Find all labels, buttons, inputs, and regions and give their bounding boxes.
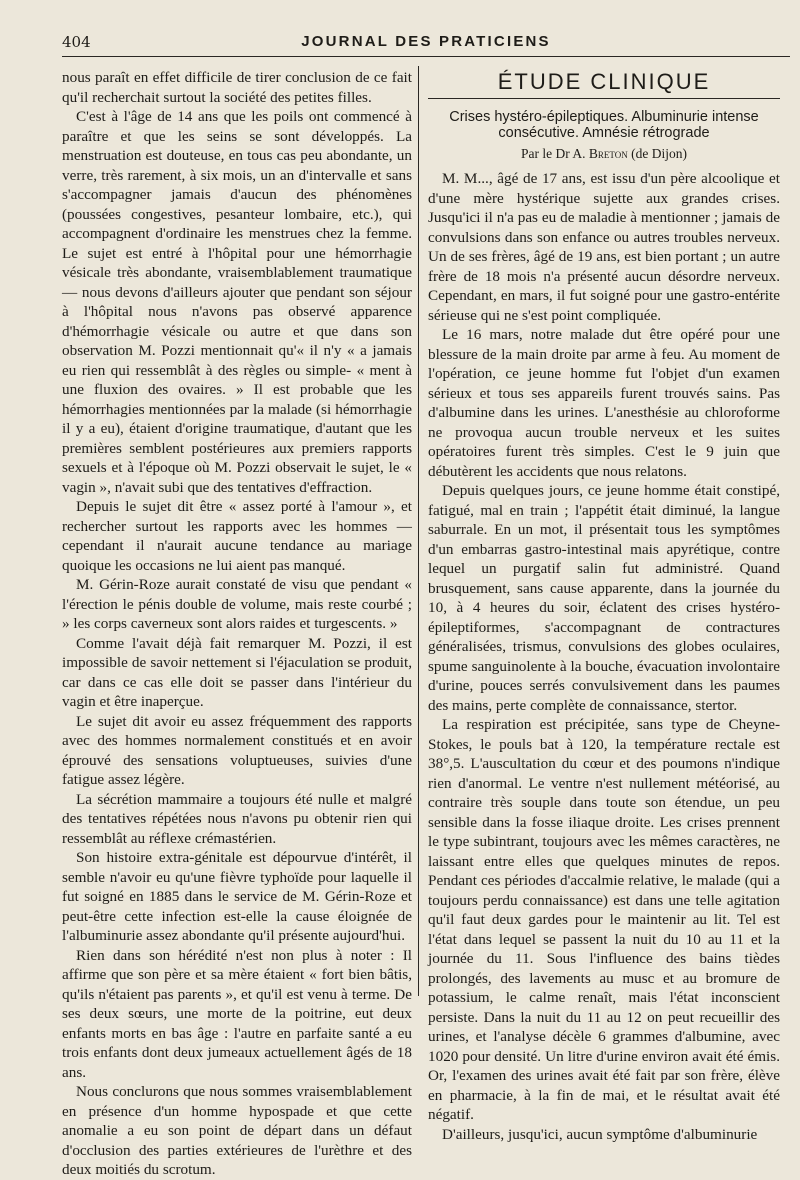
paragraph: D'ailleurs, jusqu'ici, aucun symptôme d'albuminurie: [442, 1125, 758, 1143]
running-header: [62, 30, 790, 57]
paragraph: Depuis le sujet dit être « assez porté à l'amour », et rechercher surtout les rapports avec les hommes — cependant il n'aurait aucune tendance au mariage quoique les occasions ne lui aient pas manqué.: [62, 498, 412, 574]
paragraph: Depuis quelques jours, ce jeune homme était constipé, fatigué, mal en train ; l'appétit était diminué, la langue saburrale. En un mot, il présentait tous les symptômes d'un embarras gastro-intestinal mais apyrétique, contre lequel un purgatif salin fut administré. Quand brusquement, sans cause apparente, dans la journée du 10, à 4 heures du soir, éclatent des crises hystéro-épileptiformes, s'accompagnant de contractures généralisées, trismus, convulsions des globes oculaires, spume sanguinolente à la bouche, évacuation involontaire d'urine, pouces serrés convulsivement dans les paumes des mains, perte complète de connaissance, stertor.: [428, 482, 780, 714]
paragraph: La respiration est précipitée, sans type de Cheyne-Stokes, le pouls bat à 120, la température rectale est 38°,5. L'auscultation du cœur et des poumons n'indique rien d'anormal. Le ventre n'est nullement météorisé, au contraire très souple dans toute son étendue, un peu sensible dans la fosse iliaque droite. Les crises prennent le type subintrant, toujours avec les mêmes caractères, ne laissant entre elles que quelques minutes de repos. Pendant ces périodes d'accalmie relative, le malade (qui a toujours perdu connaissance) est dans une telle agitation qu'il faut deux gardes pour le maintenir au lit. Tel est l'état dans lequel se passent la nuit du 10 au 11 et la journée du 11. Sous l'influence des bains tièdes prolongés, des lavements au musc et au bromure de potassium, le calme renaît, mais l'état inconscient persiste. Dans la nuit du 11 au 12 on peut recueillir des urines, et l'analyse décèle 6 grammes d'albumine, avec 1020 pour densité. Un litre d'urine environ avait été émis. Or, l'examen des urines avait été fait par son frère, élève en pharmacie, à la fin de mai, et le résultat avait été négatif.: [428, 716, 780, 1123]
paragraph: Le sujet dit avoir eu assez fréquemment des rapports avec des hommes normalement constitués et en avoir éprouvé des sensations voluptueuses, suivies d'une fatigue assez légère.: [62, 712, 412, 788]
paragraph: C'est à l'âge de 14 ans que les poils ont commencé à paraître et que les seins se sont développés. La menstruation est douteuse, en tous cas peu abondante, un verre, très rarement, à six mois, un an d'intervalle et sans s'accompagner jamais d'aucun des phénomènes (poussées congestives, pesanteur lombaire, etc.), qui accompagnent d'ordinaire les menstrues chez la femme. Le sujet est entré à l'hôpital pour une hémorrhagie vésicale très abondante, vraisemblablement traumatique — nous devons d'ailleurs ajouter que pendant son séjour à l'hôpital nous n'avons pas observé apparence d'hémorrhagie vésicale ou autre et que dans son observation M. Pozzi mentionnait qu'« il n'y « a jamais eu rien qui ressemblât à des règles ou simple- « ment à une fluxion des ovaires. » Il est probable que les hémorrhagies mentionnées par la malade (si hémorrhagie il y a eu), étaient d'origine traumatique, d'autant que les premières semblent postérieures aux premiers rapports sexuels et à l'époque où M. Pozzi observait le sujet, le « vagin », n'avait subi que des tentatives d'effraction.: [62, 108, 412, 496]
paragraph: Son histoire extra-génitale est dépourvue d'intérêt, il semble n'avoir eu qu'une fièvre typhoïde pour laquelle il fut soigné en 1885 dans le service de M. Gérin-Roze et peut-être cette infection est-elle la cause éloignée de l'albuminurie assez abondante qu'il présente aujourd'hui.: [62, 849, 412, 944]
left-column: [62, 68, 412, 1180]
author-line: [428, 144, 780, 164]
paragraph: M. M..., âgé de 17 ans, est issu d'un père alcoolique et d'une mère hystérique sujette aux grandes crises. Jusqu'ici il n'a pas eu de maladie à mentionner ; jamais de convulsions dans son enfance ou autres troubles nerveux. Un de ses frères, âgé de 19 ans, est bien portant ; un autre frère de 18 mois n'a présenté aucun désordre nerveux. Cependant, en mars, il fut soigné pour une gastro-entérite sérieuse qui ne s'est point compliquée.: [428, 170, 780, 324]
paragraph: Comme l'avait déjà fait remarquer M. Pozzi, il est impossible de savoir nettement si l'éjaculation se produit, car dans ce cas elle doit se passer dans l'intérieur du vagin et être inaperçue.: [62, 634, 412, 710]
section-title: ÉTUDE CLINIQUE: [428, 68, 780, 99]
author-name: Breton: [588, 145, 628, 161]
journal-title: JOURNAL DES PRATICIENS: [301, 33, 551, 50]
right-column: [428, 68, 780, 1144]
paragraph: Le 16 mars, notre malade dut être opéré pour une blessure de la main droite par arme à feu. Au moment de l'opération, ce jeune homme fut l'objet d'un examen sérieux et tous ses appareils furent trouvés sains. Pas d'albumine dans les urines. L'anesthésie au chloroforme ne provoqua aucun trouble nerveux et les suites opératoires furent très simples. C'est le 9 juin que débutèrent les accidents que nous relatons.: [428, 326, 780, 480]
paragraph: M. Gérin-Roze aurait constaté de visu que pendant « l'érection le pénis double de volume, mais reste courbé ; » les corps caverneux sont alors raides et turgescents. »: [62, 576, 412, 632]
paragraph: Nous conclurons que nous sommes vraisemblablement en présence d'un homme hypospade et que cette anomalie a eu son point de départ dans un défaut d'occlusion des parties extérieures de l'urèthre et des deux moitiés du scrotum.: [62, 1083, 412, 1178]
article-title: Crises hystéro-épileptiques. Albuminurie intense consécutive. Amnésie rétrograde: [449, 108, 759, 141]
paragraph: La sécrétion mammaire a toujours été nulle et malgré des tentatives répétées nous n'avons pu obtenir rien qui ressemblât au réflexe crémastérien.: [62, 790, 412, 847]
paragraph: Rien dans son hérédité n'est non plus à noter : Il affirme que son père et sa mère étaient « fort bien bâtis, qu'ils n'étaient pas parents », et qu'il est venu à terme. De ses deux sœurs, une morte de la poitrine, eut deux enfants morts en bas âge : l'autre en parfaite santé a eu trois enfants dont deux jumeaux actuellement âgés de 18 ans.: [62, 946, 412, 1081]
page-number: 404: [62, 33, 91, 51]
author-prefix: Par le Dr A.: [521, 145, 586, 161]
author-suffix: (de Dijon): [631, 145, 687, 161]
paragraph: nous paraît en effet difficile de tirer conclusion de ce fait qu'il recherchait surtout la société des petites filles.: [62, 69, 412, 106]
column-divider: [418, 66, 419, 996]
